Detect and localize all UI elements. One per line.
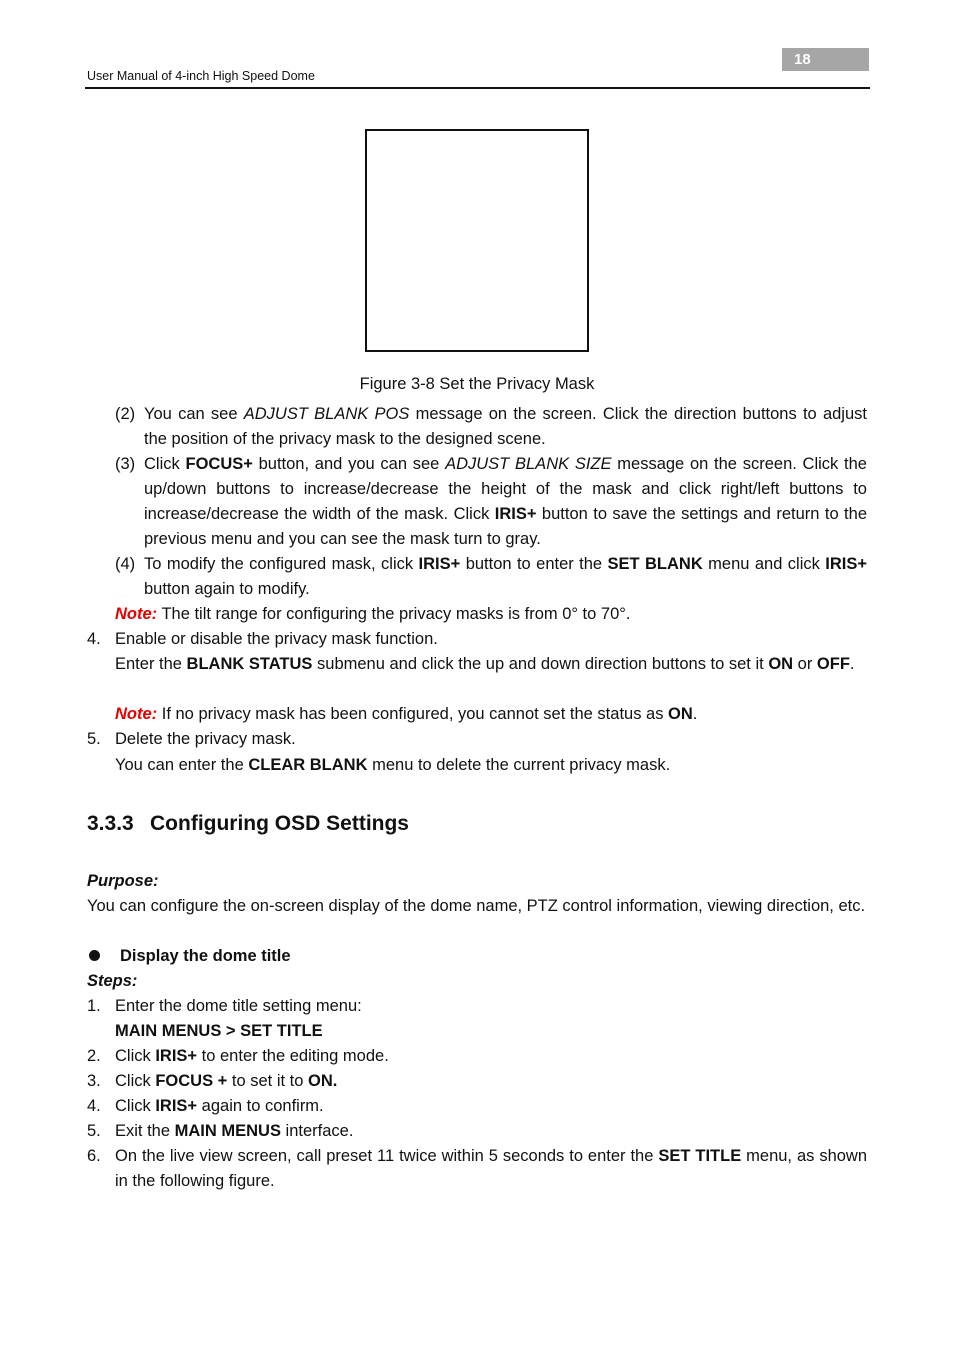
text-run: You can enter the <box>115 756 249 774</box>
substep-text <box>144 402 867 452</box>
text-run: submenu and click the up and down direction buttons to set it <box>312 655 769 673</box>
text-run: . <box>849 655 855 673</box>
step-title: Enable or disable the privacy mask function. <box>115 630 438 648</box>
step-number: 4. <box>87 630 101 648</box>
purpose-label <box>87 869 159 894</box>
note-text: The tilt range for configuring the privacy masks is from 0° to 70°. <box>157 605 631 623</box>
step-title: Delete the privacy mask. <box>115 730 296 748</box>
text-run: or <box>793 655 817 673</box>
note-text: If no privacy mask has been configured, you cannot set the status as <box>157 705 669 723</box>
text-run: message on the screen. Click the direction buttons to adjust the position of the privacy mask to the designed scene. <box>144 405 867 448</box>
bold-term: FOCUS + <box>155 1072 228 1090</box>
text-run: Click <box>115 1072 156 1090</box>
step-number: 5. <box>87 1122 101 1140</box>
document-header-title: User Manual of 4-inch High Speed Dome <box>87 69 315 83</box>
italic-term: ADJUST BLANK POS <box>243 405 410 423</box>
text-run: button again to modify. <box>144 580 310 598</box>
text-run: to set it to <box>227 1072 309 1090</box>
bold-term: SET TITLE <box>658 1147 742 1165</box>
step-number: 1. <box>87 997 101 1015</box>
note-no-mask <box>115 702 867 727</box>
steps-label-text: Steps: <box>87 972 138 990</box>
text-run: Click <box>115 1047 156 1065</box>
step-text <box>115 1144 867 1194</box>
note-tilt-range <box>115 602 867 627</box>
bold-term: SET BLANK <box>607 555 703 573</box>
bold-term: ON <box>768 655 794 673</box>
bold-term: IRIS+ <box>155 1097 198 1115</box>
section-heading <box>87 810 409 838</box>
step-text <box>115 1119 867 1144</box>
step-text <box>115 1069 867 1094</box>
bold-term: CLEAR BLANK <box>248 756 368 774</box>
step-number: 6. <box>87 1147 101 1165</box>
page-number-badge: 18 <box>782 48 869 71</box>
section-title: Configuring OSD Settings <box>150 812 409 835</box>
text-run: Click <box>144 455 186 473</box>
purpose-text: You can configure the on-screen display of the dome name, PTZ control information, viewing direction, etc. <box>87 897 866 915</box>
step-text <box>115 753 867 778</box>
bold-term: FOCUS+ <box>185 455 253 473</box>
bold-term: ON <box>668 705 693 723</box>
substep-text <box>144 452 867 552</box>
text-run: again to confirm. <box>197 1097 324 1115</box>
text-run: Click <box>115 1097 156 1115</box>
bold-term: IRIS+ <box>494 505 537 523</box>
substep-number: (2) <box>115 405 136 423</box>
text-run: . <box>692 705 698 723</box>
bold-term: IRIS+ <box>418 555 461 573</box>
note-label: Note: <box>115 705 158 723</box>
steps-label <box>87 969 137 994</box>
step-text <box>115 1094 867 1119</box>
text-run: menu to delete the current privacy mask. <box>367 756 671 774</box>
text-run: On the live view screen, call preset 11 twice within 5 seconds to enter the <box>115 1147 659 1165</box>
text-run: button to enter the <box>460 555 608 573</box>
menu-path-text: MAIN MENUS > SET TITLE <box>115 1022 323 1040</box>
menu-path <box>115 1019 323 1044</box>
figure-caption: Figure 3-8 Set the Privacy Mask <box>359 375 595 393</box>
bold-term: IRIS+ <box>155 1047 198 1065</box>
bullet-text: Display the dome title <box>120 947 291 965</box>
text-run: message on the screen. Click the up/down buttons to increase/decrease the height of the mask and click right/left buttons to increase/decrease the width of the mask. Click <box>144 455 867 523</box>
substep-text <box>144 552 867 602</box>
text-run: to enter the editing mode. <box>197 1047 389 1065</box>
substep-number: (3) <box>115 455 136 473</box>
step-number: 3. <box>87 1072 101 1090</box>
bold-term: MAIN MENUS <box>174 1122 281 1140</box>
note-label: Note: <box>115 605 158 623</box>
step-number: 2. <box>87 1047 101 1065</box>
text-run: menu, as shown in the following figure. <box>115 1147 868 1190</box>
step-text <box>115 652 867 677</box>
bullet-dot-icon <box>89 950 100 961</box>
text-run: interface. <box>280 1122 354 1140</box>
text-run: menu and click <box>702 555 826 573</box>
text-run: To modify the configured mask, click <box>144 555 419 573</box>
bold-term: IRIS+ <box>825 555 867 573</box>
step-number: 5. <box>87 730 101 748</box>
substep-number: (4) <box>115 555 136 573</box>
text-run: Enter the <box>115 655 187 673</box>
text-run: button to save the settings and return to the previous menu and you can see the mask turn to gray. <box>144 505 867 548</box>
step-text <box>115 1044 867 1069</box>
bold-term: OFF <box>816 655 850 673</box>
text-run: Exit the <box>115 1122 175 1140</box>
header-divider <box>85 87 870 89</box>
bold-term: ON. <box>308 1072 338 1090</box>
step-number: 4. <box>87 1097 101 1115</box>
bullet-heading <box>120 944 291 969</box>
figure-image-frame <box>365 129 589 352</box>
section-number: 3.3.3 <box>87 812 134 835</box>
step-text: Enter the dome title setting menu: <box>115 997 362 1015</box>
text-run: You can see <box>144 405 244 423</box>
purpose-label-text: Purpose: <box>87 872 159 890</box>
text-run: button, and you can see <box>252 455 446 473</box>
italic-term: ADJUST BLANK SIZE <box>445 455 612 473</box>
bold-term: BLANK STATUS <box>186 655 313 673</box>
